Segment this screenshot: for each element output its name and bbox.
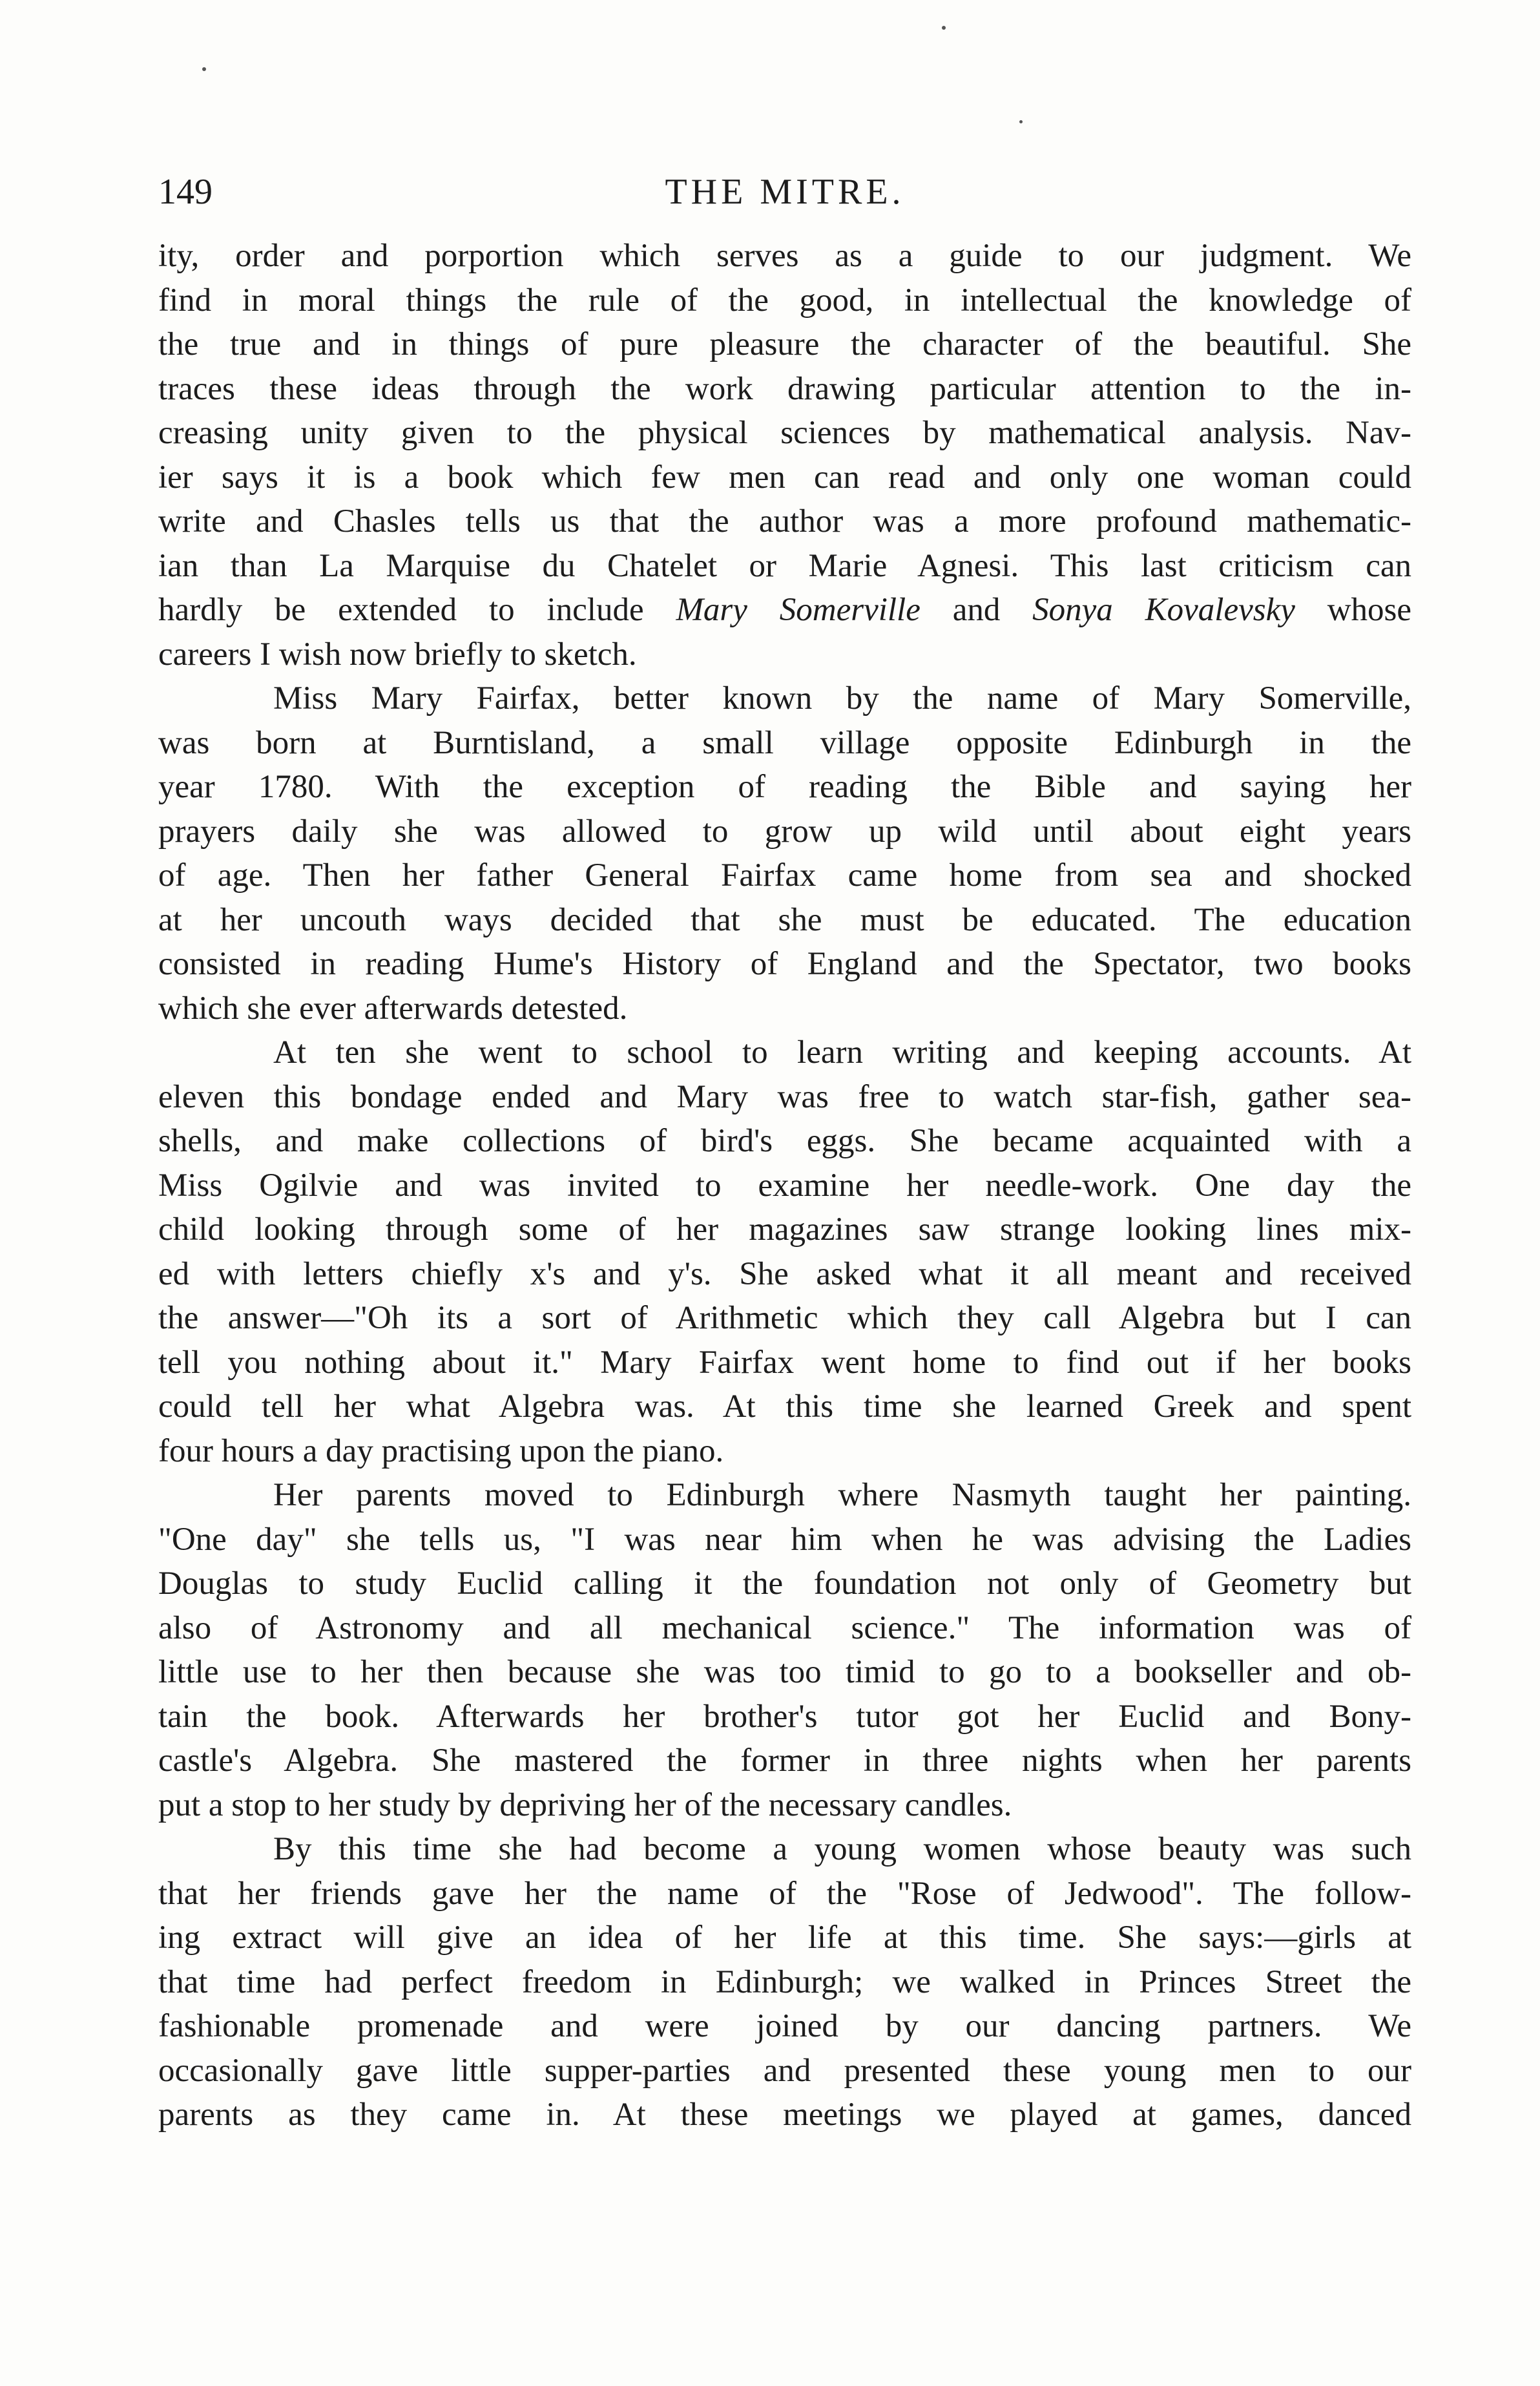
text-run: occasionally gave little supper-parties and presented these young men to our: [158, 2052, 1411, 2089]
text-line: [158, 1606, 1411, 1651]
text-run: the answer—"Oh its a sort of Arithmetic which they call Algebra but I can: [158, 1300, 1411, 1336]
text-line: [158, 987, 1411, 1031]
text-run: traces these ideas through the work drawing particular attention to the in-: [158, 370, 1411, 407]
text-run: Miss Mary Fairfax, better known by the name of Mary Somerville,: [273, 680, 1411, 717]
text-run: ity, order and porportion which serves as a guide to our judgment. We: [158, 238, 1411, 274]
text-line: [158, 1562, 1411, 1606]
text-line: [158, 1650, 1411, 1695]
text-line: [158, 1119, 1411, 1164]
text-run: castle's Algebra. She mastered the former in three nights when her parents: [158, 1742, 1411, 1779]
article-body: [158, 234, 1411, 2137]
running-head: [158, 169, 1411, 215]
text-run: prayers daily she was allowed to grow up wild until about eight years: [158, 813, 1411, 850]
text-line: [158, 676, 1411, 721]
text-line: [158, 2049, 1411, 2093]
text-line: [158, 2004, 1411, 2049]
text-line: [158, 1518, 1411, 1562]
text-line: [158, 1429, 1411, 1474]
text-run: eleven this bondage ended and Mary was free to watch star-fish, gather sea-: [158, 1078, 1411, 1115]
text-line: [158, 1252, 1411, 1297]
text-run: ed with letters chiefly x's and y's. She asked what it all meant and received: [158, 1255, 1411, 1292]
text-run: of age. Then her father General Fairfax came home from sea and shocked: [158, 857, 1411, 894]
text-line: [158, 1872, 1411, 1916]
paragraph: [158, 1827, 1411, 2137]
text-run: could tell her what Algebra was. At this time she learned Greek and spent: [158, 1388, 1411, 1425]
text-run: Her parents moved to Edinburgh where Nasmyth taught her painting.: [273, 1477, 1411, 1513]
text-run: also of Astronomy and all mechanical science." The information was of: [158, 1609, 1411, 1646]
text-run: careers I wish now briefly to sketch.: [158, 636, 637, 673]
text-run: at her uncouth ways decided that she must be educated. The education: [158, 901, 1411, 938]
text-run: write and Chasles tells us that the author was a more profound mathematic-: [158, 503, 1411, 539]
text-line: [158, 1473, 1411, 1518]
text-run: parents as they came in. At these meetings we played at games, danced: [158, 2097, 1411, 2133]
paragraph: [158, 676, 1411, 1031]
text-line: [158, 1075, 1411, 1120]
text-line: [158, 1208, 1411, 1252]
scan-speck: [1019, 120, 1023, 123]
text-line: [158, 1960, 1411, 2005]
text-run: that her friends gave her the name of the "Rose of Jedwood". The follow-: [158, 1875, 1411, 1912]
text-run: put a stop to her study by depriving her of the necessary candles.: [158, 1786, 1012, 1823]
text-run: At ten she went to school to learn writing and keeping accounts. At: [273, 1034, 1411, 1071]
text-line: [158, 1695, 1411, 1739]
scan-speck: [202, 67, 206, 71]
text-line: [158, 765, 1411, 810]
text-run: was born at Burntisland, a small village opposite Edinburgh in the: [158, 724, 1411, 761]
text-line: [158, 1827, 1411, 1872]
text-run: ier says it is a book which few men can read and only one woman could: [158, 459, 1411, 496]
text-run: that time had perfect freedom in Edinburgh; we walked in Princes Street the: [158, 1963, 1411, 2000]
text-line: [158, 544, 1411, 589]
text-line: [158, 898, 1411, 943]
text-run: find in moral things the rule of the good, in intellectual the knowledge of: [158, 282, 1411, 319]
text-line: [158, 1916, 1411, 1960]
paragraph: [158, 234, 1411, 676]
page-number: 149: [158, 172, 213, 212]
text-run: "One day" she tells us, "I was near him when he was advising the Ladies: [158, 1521, 1411, 1558]
text-run: tain the book. Afterwards her brother's tutor got her Euclid and Bony-: [158, 1698, 1411, 1735]
text-run: Miss Ogilvie and was invited to examine her needle-work. One day the: [158, 1167, 1411, 1204]
text-run: child looking through some of her magazines saw strange looking lines mix-: [158, 1211, 1411, 1248]
text-run: the true and in things of pure pleasure the character of the beautiful. She: [158, 326, 1411, 362]
text-line: [158, 1739, 1411, 1783]
text-run: little use to her then because she was too timid to go to a bookseller and ob-: [158, 1654, 1411, 1690]
text-run: four hours a day practising upon the piano.: [158, 1432, 724, 1469]
italic-name: Sonya Kovalevsky: [1032, 592, 1295, 628]
text-line: [158, 455, 1411, 500]
text-run: which she ever afterwards detested.: [158, 990, 628, 1027]
text-line: [158, 942, 1411, 987]
text-run: By this time she had become a young women whose beauty was such: [273, 1831, 1411, 1867]
text-run: whose: [1295, 592, 1412, 628]
text-line: [158, 1164, 1411, 1208]
text-line: [158, 588, 1411, 633]
text-run: creasing unity given to the physical sciences by mathematical analysis. Nav-: [158, 415, 1411, 451]
text-line: [158, 853, 1411, 898]
text-run: ian than La Marquise du Chatelet or Marie Agnesi. This last criticism can: [158, 547, 1411, 584]
text-run: consisted in reading Hume's History of England and the Spectator, two books: [158, 946, 1411, 982]
italic-name: Mary Somerville: [676, 592, 921, 628]
text-line: [158, 367, 1411, 412]
text-line: [158, 810, 1411, 854]
text-line: [158, 1385, 1411, 1429]
text-line: [158, 411, 1411, 455]
paragraph: [158, 1473, 1411, 1827]
journal-title: THE MITRE.: [665, 172, 905, 212]
text-run: tell you nothing about it." Mary Fairfax went home to find out if her books: [158, 1344, 1411, 1381]
text-line: [158, 633, 1411, 677]
text-line: [158, 721, 1411, 766]
text-line: [158, 322, 1411, 367]
text-line: [158, 278, 1411, 323]
text-line: [158, 1341, 1411, 1385]
scan-speck: [942, 26, 946, 30]
text-run: and: [920, 592, 1033, 628]
text-line: [158, 234, 1411, 278]
text-run: shells, and make collections of bird's eggs. She became acquainted with a: [158, 1123, 1411, 1159]
text-line: [158, 1296, 1411, 1341]
text-run: fashionable promenade and were joined by our dancing partners. We: [158, 2008, 1411, 2044]
text-line: [158, 1783, 1411, 1828]
text-line: [158, 2093, 1411, 2137]
text-line: [158, 499, 1411, 544]
paragraph: [158, 1031, 1411, 1473]
text-run: Douglas to study Euclid calling it the foundation not only of Geometry but: [158, 1565, 1411, 1602]
text-run: hardly be extended to include: [158, 592, 676, 628]
text-line: [158, 1031, 1411, 1075]
text-run: ing extract will give an idea of her life at this time. She says:—girls at: [158, 1920, 1411, 1956]
text-run: year 1780. With the exception of reading the Bible and saying her: [158, 769, 1411, 805]
